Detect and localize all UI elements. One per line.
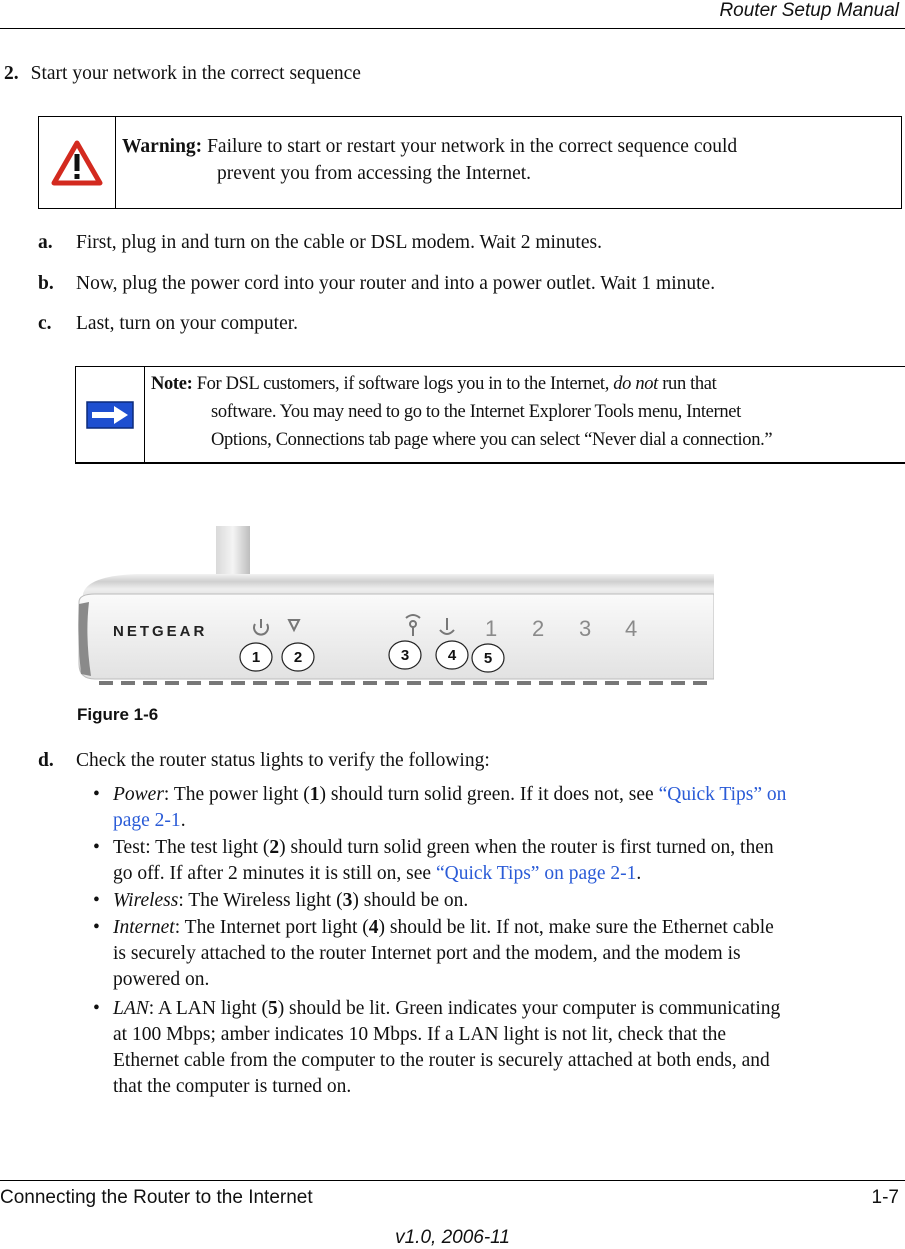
bullet-internet-text-1: : The Internet port light ( [174,917,369,938]
bullet-lan-text-1: : A LAN light ( [148,998,268,1019]
substep-a-label: a. [38,232,53,253]
warning-line-2: prevent you from accessing the Internet. [217,163,532,184]
bullet-internet-line-3: powered on. [113,969,210,990]
step-number: 2. [4,63,19,84]
warning-text [116,117,743,208]
quick-tips-link-page[interactable]: page 2-1 [113,810,181,831]
bullet-power-text-1: : The power light ( [163,784,310,805]
footer-page-number: 1-7 [871,1187,899,1208]
warning-box [38,116,902,209]
substep-b [38,273,715,295]
warning-icon-cell [39,117,116,208]
bullet-wireless-text-1: : The Wireless light ( [178,890,343,911]
substep-c-text: Last, turn on your computer. [76,313,299,334]
running-header-title: Router Setup Manual [719,0,899,21]
bullet-test-number: 2 [269,837,280,858]
panel-number-3: 3 [579,616,592,641]
bullet-lan-term: LAN [113,998,149,1019]
arrow-right-icon [86,401,134,429]
header-rule [0,28,905,29]
step-text: Start your network in the correct sequence [30,63,361,84]
note-line-3: Options, Connections tab page where you can select “Never dial a connection.” [211,430,773,450]
bullet-internet-term: Internet [113,917,175,938]
bullet-power [93,782,898,834]
footer-rule [0,1180,905,1181]
bullet-internet-number: 4 [368,917,379,938]
bullet-test-text-1: Test: The test light ( [113,837,270,858]
bullet-power-text-2: ) should turn solid green. If it does not, see [319,784,659,805]
note-line-1-emphasis: do not [613,374,658,394]
footer-version: v1.0, 2006-11 [395,1227,510,1248]
substep-b-text: Now, plug the power cord into your router and into a power outlet. Wait 1 minute. [76,273,716,294]
substep-d-text: Check the router status lights to verify the following: [76,750,490,771]
substep-c [38,313,298,335]
bullet-dot: • [93,837,100,858]
bullet-dot: • [93,890,100,911]
note-line-1b: run that [662,374,717,394]
bullet-lan-number: 5 [267,998,278,1019]
bullet-internet-text-2: ) should be lit. If not, make sure the Ethernet cable [378,917,774,938]
warning-line-1: Failure to start or restart your network in the correct sequence could [207,136,738,157]
bullet-dot: • [93,998,100,1019]
substep-d [38,750,490,772]
callout-1: 1 [251,649,261,666]
bullet-internet [93,915,898,993]
bullet-lan-text-2: ) should be lit. Green indicates your computer is communicating [277,998,781,1019]
note-line-1a: For DSL customers, if software logs you in to the Internet, [196,374,609,394]
bullet-lan-line-4: that the computer is turned on. [113,1076,352,1097]
step-heading [4,63,361,85]
warning-label: Warning: [122,136,203,157]
bullet-lan-line-2: at 100 Mbps; amber indicates 10 Mbps. If a LAN light is not lit, check that the [113,1024,727,1045]
bullet-wireless-term: Wireless [113,890,179,911]
bullet-test-text-3: go off. If after 2 minutes it is still on, see [113,863,436,884]
substep-d-label: d. [38,750,54,771]
substep-a [38,232,602,254]
bullet-test-end: . [636,863,642,884]
bullet-wireless [93,888,898,914]
note-text [145,367,778,462]
bullet-power-end: . [180,810,186,831]
bullet-internet-line-2: is securely attached to the router Internet port and the modem, and the modem is [113,943,741,964]
panel-number-1: 1 [485,616,498,641]
substep-c-label: c. [38,313,52,334]
quick-tips-link-2[interactable]: “Quick Tips” on page 2-1 [435,863,637,884]
bullet-dot: • [93,784,100,805]
bullet-lan-line-3: Ethernet cable from the computer to the router is securely attached at both ends, and [113,1050,770,1071]
callout-2: 2 [293,649,303,666]
footer-chapter-title: Connecting the Router to the Internet [0,1187,313,1208]
substep-b-label: b. [38,273,54,294]
figure-caption: Figure 1-6 [77,705,159,724]
warning-triangle-icon [51,140,103,186]
note-icon-cell [76,367,145,462]
bullet-wireless-text-2: ) should be on. [352,890,469,911]
bullet-power-term: Power [113,784,164,805]
router-figure [77,524,714,694]
quick-tips-link[interactable]: “Quick Tips” on [658,784,787,805]
panel-number-2: 2 [532,616,545,641]
bullet-dot: • [93,917,100,938]
router-brand: NETGEAR [113,623,208,640]
bullet-test [93,835,898,887]
callout-5: 5 [483,650,493,667]
bullet-wireless-number: 3 [342,890,353,911]
bullet-power-number: 1 [309,784,320,805]
bullet-test-text-2: ) should turn solid green when the router is first turned on, then [279,837,774,858]
callout-3: 3 [400,647,410,664]
note-line-2: software. You may need to go to the Internet Explorer Tools menu, Internet [211,402,741,422]
bullet-lan [93,996,898,1100]
callout-4: 4 [447,647,457,664]
substep-a-text: First, plug in and turn on the cable or DSL modem. Wait 2 minutes. [76,232,602,253]
router-image [77,524,714,694]
panel-number-4: 4 [625,616,638,641]
note-label: Note: [151,374,193,394]
note-box [75,366,905,464]
